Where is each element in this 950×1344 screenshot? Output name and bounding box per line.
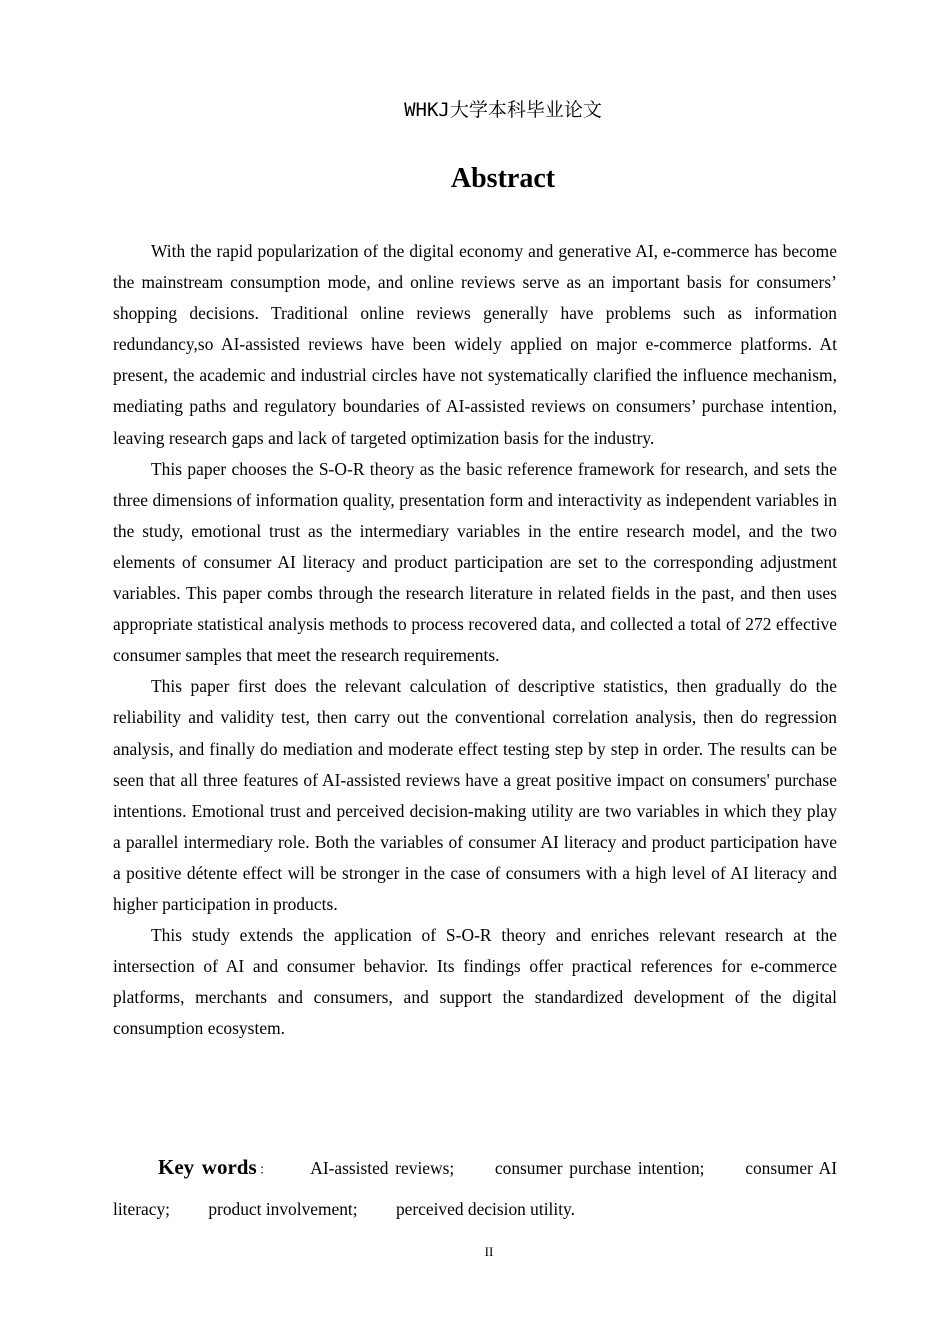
keyword-item: product involvement; [208,1199,358,1219]
page-title: Abstract [450,163,556,194]
abstract-paragraph-2: This paper chooses the S-O-R theory as the basic reference framework for research, and sets the three dimensions of information quality, presentation form and interactivity as independent variables in the study, emotional trust as the intermediary variables in the entire research model, and the two elements of consumer AI literacy and product participation are set to the corresponding adjustment variables. This paper combs through the research literature in related fields in the past, and then uses appropriate statistical analysis methods to process recovered data, and collected a total of 272 effective consumer samples that meet the research requirements. [113,458,837,666]
keyword-item: perceived decision utility. [395,1199,575,1219]
page-number: II [484,1244,494,1259]
keywords-label: Key words [158,1155,257,1179]
running-header: WHKJ大学本科毕业论文 [404,99,602,121]
abstract-paragraph-3: This paper first does the relevant calculation of descriptive statistics, then gradually do the reliability and validity test, then carry out the conventional correlation analysis, then do regression analysis, and finally do mediation and moderate effect testing step by step in order. The results can be seen that all three features of AI-assisted reviews have a great positive impact on consumers' purchase intentions. Emotional trust and perceived decision-making utility are two variables in which they play a parallel intermediary role. Both the variables of consumer AI literacy and product participation have a positive détente effect will be stronger in the case of consumers with a high level of AI literacy and higher participation in products. [113,676,837,914]
abstract-body [113,236,837,1044]
abstract-paragraph-1: With the rapid popularization of the digital economy and generative AI, e-commerce has become the mainstream consumption mode, and online reviews serve as an important basis for consumers’ shopping decisions. Traditional online reviews generally have problems such as information redundancy,so AI-assisted reviews have been widely applied on major e-commerce platforms. At present, the academic and industrial circles have not systematically clarified the influence mechanism, mediating paths and regulatory boundaries of AI-assisted reviews on consumers’ purchase intention, leaving research gaps and lack of targeted optimization basis for the industry. [113,241,837,448]
keyword-item: consumer purchase intention; [494,1158,705,1178]
keywords-section [113,1148,837,1229]
keyword-item: AI-assisted reviews; [310,1158,455,1178]
keyword-item: consumer AI literacy; [113,1158,837,1219]
abstract-paragraph-4: This study extends the application of S-O-R theory and enriches relevant research at the intersection of AI and consumer behavior. Its findings offer practical references for e-commerce platforms, merchants and consumers, and support the standardized development of the digital consumption ecosystem. [113,925,837,1039]
keywords-colon: ： [256,1163,275,1178]
